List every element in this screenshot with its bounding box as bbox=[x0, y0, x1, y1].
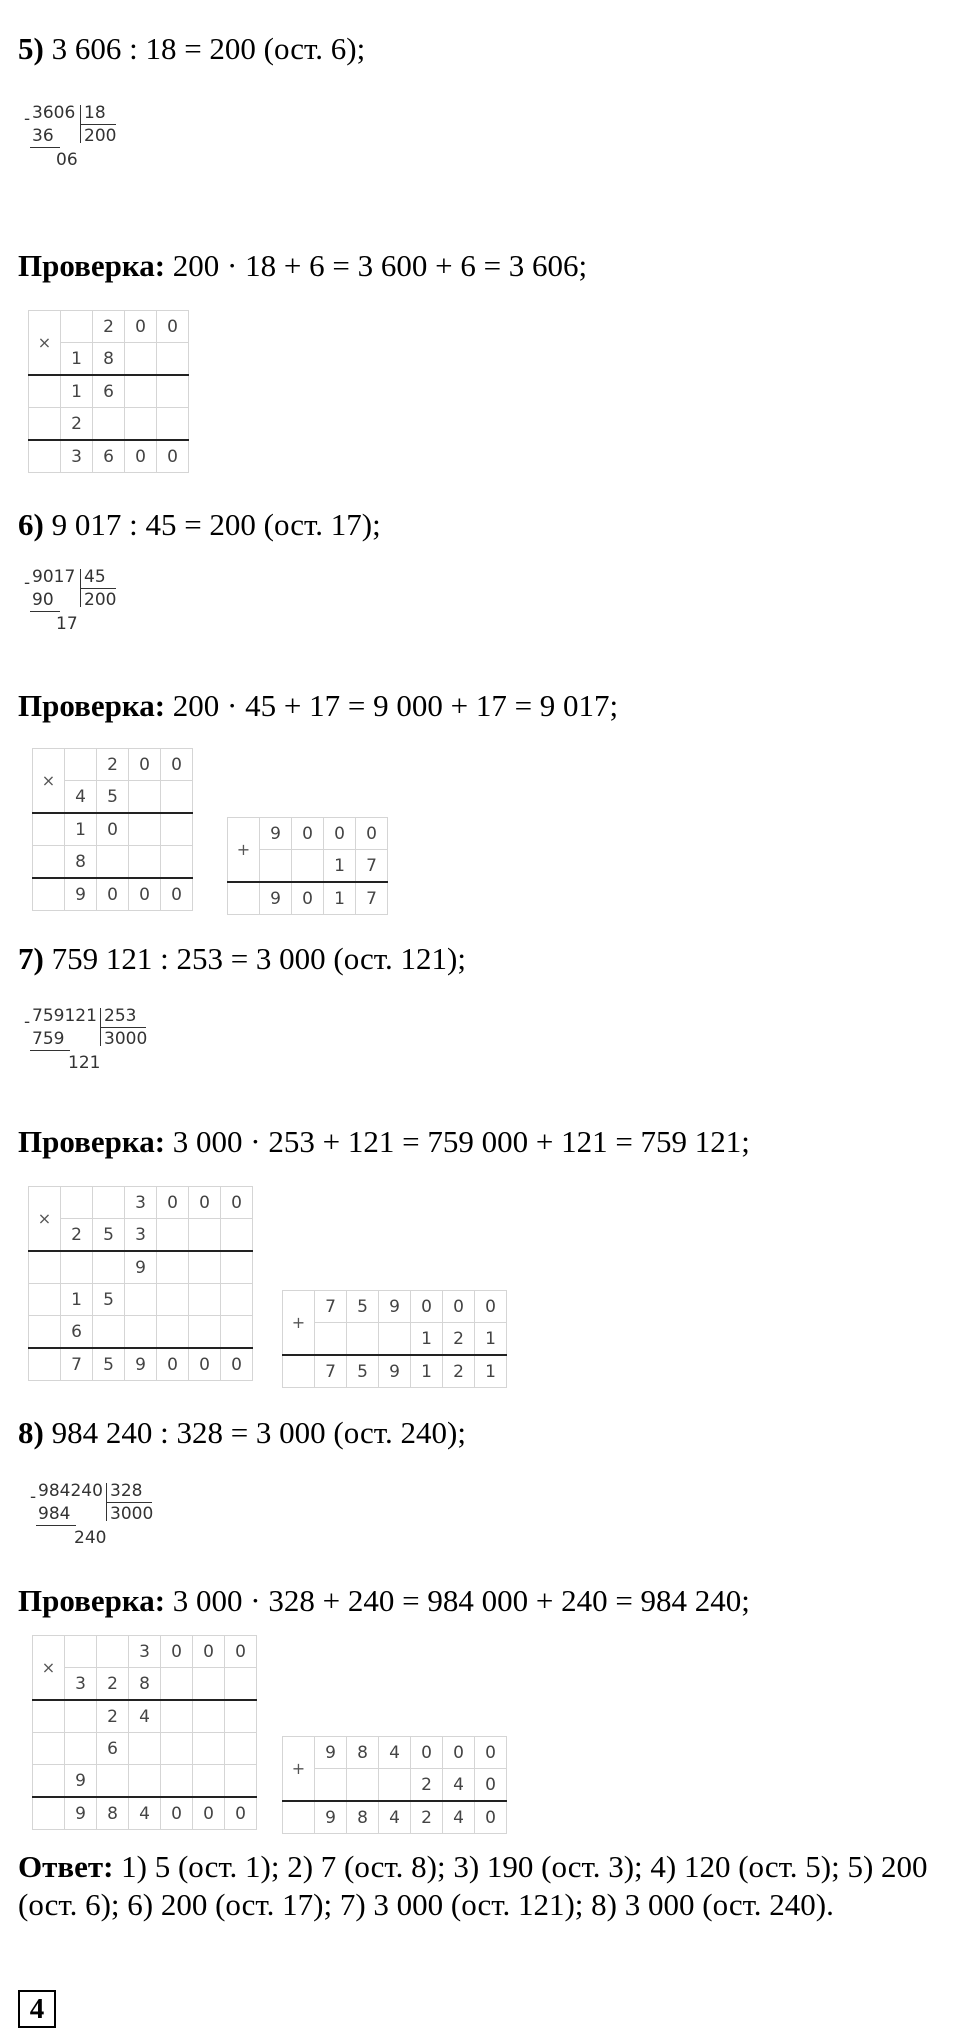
grid-cell bbox=[125, 343, 157, 376]
grid-cell bbox=[221, 1251, 253, 1284]
ld-dividend: 9017 bbox=[32, 567, 76, 587]
grid-row bbox=[283, 1323, 507, 1356]
grid-cell: 7 bbox=[315, 1355, 347, 1388]
grid-cell: 0 bbox=[129, 749, 161, 781]
grid-cell: 0 bbox=[292, 882, 324, 915]
grid-cell: 2 bbox=[97, 1700, 129, 1733]
grid-cell: 2 bbox=[443, 1355, 475, 1388]
grid-cell: 0 bbox=[125, 311, 157, 343]
grid-cell: 9 bbox=[315, 1801, 347, 1834]
grid-cell: 2 bbox=[93, 311, 125, 343]
grid-cell bbox=[29, 1348, 61, 1381]
grid-cell: 9 bbox=[65, 1765, 97, 1798]
grid-cell bbox=[97, 1765, 129, 1798]
grid-cell: 0 bbox=[221, 1348, 253, 1381]
grid-cell bbox=[61, 311, 93, 343]
grid-row bbox=[228, 818, 388, 850]
ld-sub-bar bbox=[36, 1525, 76, 1526]
plus-sign: + bbox=[283, 1737, 315, 1802]
grid-cell: 1 bbox=[61, 343, 93, 376]
grid-cell: 6 bbox=[93, 440, 125, 473]
ld-remainder: 17 bbox=[56, 614, 78, 634]
ld-minus: - bbox=[24, 109, 31, 129]
grid-cell: 8 bbox=[97, 1797, 129, 1830]
multiply-sign: × bbox=[29, 1187, 61, 1252]
grid-cell bbox=[189, 1284, 221, 1316]
grid-row bbox=[283, 1291, 507, 1323]
addition-grid-7 bbox=[282, 1290, 507, 1388]
grid-cell: 2 bbox=[61, 1219, 93, 1252]
grid-cell bbox=[221, 1219, 253, 1252]
ld-remainder: 06 bbox=[56, 150, 78, 170]
grid-cell bbox=[65, 749, 97, 781]
grid-row bbox=[29, 1251, 253, 1284]
grid-cell bbox=[33, 1733, 65, 1765]
grid-cell: 0 bbox=[193, 1797, 225, 1830]
grid-cell: 1 bbox=[411, 1355, 443, 1388]
grid-row bbox=[33, 1636, 257, 1668]
grid-cell: 0 bbox=[475, 1737, 507, 1769]
grid-cell bbox=[221, 1284, 253, 1316]
grid-cell: 0 bbox=[475, 1291, 507, 1323]
ld-quotient: 200 bbox=[84, 126, 117, 146]
grid-cell bbox=[29, 408, 61, 441]
grid-cell bbox=[225, 1765, 257, 1798]
grid-cell bbox=[315, 1769, 347, 1802]
grid-cell bbox=[283, 1801, 315, 1834]
grid-cell: 5 bbox=[97, 781, 129, 814]
grid-cell: 2 bbox=[411, 1769, 443, 1802]
grid-cell: 4 bbox=[443, 1769, 475, 1802]
grid-row bbox=[33, 813, 193, 846]
grid-cell bbox=[161, 1700, 193, 1733]
grid-cell: 0 bbox=[356, 818, 388, 850]
ld-dividend: 984240 bbox=[38, 1481, 103, 1501]
grid-cell: 2 bbox=[97, 1668, 129, 1701]
check-expression: 200 · 18 + 6 = 3 600 + 6 = 3 606; bbox=[165, 248, 588, 283]
grid-cell: 0 bbox=[97, 878, 129, 911]
grid-cell bbox=[125, 1284, 157, 1316]
grid-cell: 0 bbox=[157, 311, 189, 343]
grid-cell: 9 bbox=[379, 1291, 411, 1323]
grid-cell: 4 bbox=[379, 1737, 411, 1769]
grid-cell: 4 bbox=[129, 1700, 161, 1733]
grid-cell bbox=[347, 1769, 379, 1802]
grid-cell: 6 bbox=[97, 1733, 129, 1765]
ld-subtrahend: 984 bbox=[38, 1504, 71, 1524]
exercise-number-box: 4 bbox=[18, 1990, 56, 2028]
grid-cell bbox=[93, 1187, 125, 1219]
grid-cell: 0 bbox=[189, 1187, 221, 1219]
grid-cell bbox=[29, 1284, 61, 1316]
ld-divisor-bar bbox=[80, 588, 116, 589]
grid-cell bbox=[315, 1323, 347, 1356]
grid-cell bbox=[193, 1733, 225, 1765]
grid-row bbox=[33, 749, 193, 781]
grid-row bbox=[29, 1187, 253, 1219]
multiplication-grid-5 bbox=[28, 310, 189, 473]
grid-cell: 0 bbox=[189, 1348, 221, 1381]
grid-cell: 9 bbox=[65, 1797, 97, 1830]
ld-divisor-bar bbox=[100, 1027, 146, 1028]
grid-row bbox=[283, 1737, 507, 1769]
addition-grid-6 bbox=[227, 817, 388, 915]
grid-cell: 0 bbox=[161, 1636, 193, 1668]
grid-cell: 9 bbox=[65, 878, 97, 911]
grid-row bbox=[29, 408, 189, 441]
grid-cell: 3 bbox=[65, 1668, 97, 1701]
grid-cell bbox=[157, 1219, 189, 1252]
grid-cell: 4 bbox=[443, 1801, 475, 1834]
problem-equation: 759 121 : 253 = 3 000 (ост. 121); bbox=[43, 941, 466, 976]
grid-cell bbox=[228, 882, 260, 915]
problem-6-statement bbox=[18, 506, 381, 544]
grid-cell: 0 bbox=[443, 1737, 475, 1769]
ld-minus: - bbox=[24, 1012, 31, 1032]
grid-cell bbox=[161, 846, 193, 879]
grid-cell: 0 bbox=[125, 440, 157, 473]
grid-cell bbox=[157, 343, 189, 376]
grid-cell bbox=[93, 1316, 125, 1349]
grid-cell: 1 bbox=[61, 375, 93, 408]
check-label: Проверка: bbox=[18, 1583, 166, 1618]
grid-cell: 7 bbox=[61, 1348, 93, 1381]
problem-7-statement bbox=[18, 940, 466, 978]
grid-cell: 1 bbox=[475, 1323, 507, 1356]
grid-cell: 3 bbox=[129, 1636, 161, 1668]
grid-cell: 0 bbox=[97, 813, 129, 846]
ld-subtrahend: 759 bbox=[32, 1029, 65, 1049]
grid-cell: 0 bbox=[161, 878, 193, 911]
grid-cell bbox=[225, 1668, 257, 1701]
grid-row bbox=[29, 375, 189, 408]
grid-cell bbox=[379, 1769, 411, 1802]
grid-cell bbox=[157, 1284, 189, 1316]
answer-text: 1) 5 (ост. 1); 2) 7 (ост. 8); 3) 190 (ост. 3); 4) 120 (ост. 5); 5) 200 (ост. 6); 6) 200 (ост. 17); 7) 3 000 (ост. 121); 8) 3 000 (ост. 240). bbox=[18, 1849, 928, 1922]
grid-cell bbox=[61, 1187, 93, 1219]
grid-cell bbox=[260, 850, 292, 883]
grid-cell bbox=[97, 1636, 129, 1668]
grid-cell bbox=[129, 781, 161, 814]
grid-cell bbox=[225, 1700, 257, 1733]
grid-cell bbox=[29, 1251, 61, 1284]
grid-cell bbox=[193, 1668, 225, 1701]
grid-cell: 1 bbox=[324, 850, 356, 883]
grid-cell: 9 bbox=[260, 818, 292, 850]
grid-cell: 0 bbox=[475, 1801, 507, 1834]
grid-cell: 1 bbox=[324, 882, 356, 915]
grid-cell: 4 bbox=[129, 1797, 161, 1830]
check-label: Проверка: bbox=[18, 248, 166, 283]
grid-cell: 5 bbox=[93, 1348, 125, 1381]
grid-cell bbox=[93, 1251, 125, 1284]
grid-cell: 2 bbox=[97, 749, 129, 781]
grid-row bbox=[33, 1668, 257, 1701]
grid-cell bbox=[225, 1733, 257, 1765]
grid-cell: 0 bbox=[324, 818, 356, 850]
grid-cell bbox=[157, 408, 189, 441]
grid-cell: 4 bbox=[379, 1801, 411, 1834]
grid-cell: 8 bbox=[93, 343, 125, 376]
grid-cell: 0 bbox=[225, 1636, 257, 1668]
grid-cell: 8 bbox=[347, 1801, 379, 1834]
ld-minus: - bbox=[30, 1487, 37, 1507]
grid-cell bbox=[347, 1323, 379, 1356]
grid-cell bbox=[65, 1700, 97, 1733]
grid-cell bbox=[193, 1700, 225, 1733]
grid-cell: 9 bbox=[379, 1355, 411, 1388]
multiplication-grid-8 bbox=[32, 1635, 257, 1830]
grid-cell bbox=[193, 1765, 225, 1798]
check-label: Проверка: bbox=[18, 688, 166, 723]
grid-cell: 0 bbox=[475, 1769, 507, 1802]
check-label: Проверка: bbox=[18, 1124, 166, 1159]
ld-divisor-bar bbox=[106, 1502, 152, 1503]
grid-cell: 3 bbox=[125, 1187, 157, 1219]
problem-equation: 9 017 : 45 = 200 (ост. 17); bbox=[43, 507, 381, 542]
grid-cell: 9 bbox=[125, 1251, 157, 1284]
multiply-sign: × bbox=[33, 749, 65, 814]
problem-number: 8) bbox=[18, 1415, 44, 1450]
grid-cell: 5 bbox=[93, 1284, 125, 1316]
grid-cell bbox=[33, 878, 65, 911]
grid-row bbox=[29, 311, 189, 343]
grid-cell: 7 bbox=[356, 850, 388, 883]
multiplication-grid-7 bbox=[28, 1186, 253, 1381]
grid-cell bbox=[221, 1316, 253, 1349]
check-5 bbox=[18, 247, 587, 285]
grid-cell bbox=[29, 1316, 61, 1349]
grid-cell: 5 bbox=[347, 1291, 379, 1323]
grid-cell bbox=[93, 408, 125, 441]
check-expression: 3 000 · 253 + 121 = 759 000 + 121 = 759 121; bbox=[165, 1124, 750, 1159]
grid-cell: 0 bbox=[129, 878, 161, 911]
ld-divisor: 45 bbox=[84, 567, 106, 587]
addition-grid-8 bbox=[282, 1736, 507, 1834]
grid-cell: 8 bbox=[129, 1668, 161, 1701]
grid-cell: 0 bbox=[161, 1797, 193, 1830]
grid-cell bbox=[189, 1316, 221, 1349]
plus-sign: + bbox=[228, 818, 260, 883]
grid-cell: 7 bbox=[356, 882, 388, 915]
grid-row bbox=[228, 882, 388, 915]
grid-cell: 0 bbox=[225, 1797, 257, 1830]
grid-row bbox=[283, 1355, 507, 1388]
grid-cell bbox=[65, 1733, 97, 1765]
grid-cell: 0 bbox=[157, 1348, 189, 1381]
grid-cell: 9 bbox=[260, 882, 292, 915]
grid-row bbox=[33, 846, 193, 879]
grid-cell bbox=[61, 1251, 93, 1284]
grid-cell: 8 bbox=[65, 846, 97, 879]
grid-cell: 1 bbox=[61, 1284, 93, 1316]
grid-cell bbox=[161, 813, 193, 846]
grid-row bbox=[283, 1801, 507, 1834]
ld-quotient: 200 bbox=[84, 590, 117, 610]
grid-cell bbox=[125, 1316, 157, 1349]
grid-row bbox=[33, 1733, 257, 1765]
multiply-sign: × bbox=[29, 311, 61, 376]
grid-cell bbox=[189, 1219, 221, 1252]
grid-cell: 0 bbox=[292, 818, 324, 850]
grid-cell: 0 bbox=[157, 1187, 189, 1219]
grid-cell bbox=[33, 1700, 65, 1733]
problem-equation: 984 240 : 328 = 3 000 (ост. 240); bbox=[43, 1415, 466, 1450]
check-expression: 3 000 · 328 + 240 = 984 000 + 240 = 984 240; bbox=[165, 1583, 750, 1618]
problem-number: 5) bbox=[18, 31, 44, 66]
ld-sub-bar bbox=[30, 1050, 70, 1051]
grid-cell: 0 bbox=[411, 1737, 443, 1769]
check-7 bbox=[18, 1123, 750, 1161]
grid-cell bbox=[129, 1765, 161, 1798]
ld-sub-bar bbox=[30, 611, 60, 612]
grid-cell bbox=[161, 1765, 193, 1798]
grid-cell: 4 bbox=[65, 781, 97, 814]
grid-cell: 3 bbox=[61, 440, 93, 473]
grid-cell: 5 bbox=[93, 1219, 125, 1252]
check-6 bbox=[18, 687, 618, 725]
grid-cell bbox=[283, 1355, 315, 1388]
problem-8-statement bbox=[18, 1414, 466, 1452]
grid-cell: 2 bbox=[411, 1801, 443, 1834]
grid-cell: 1 bbox=[411, 1323, 443, 1356]
grid-cell bbox=[129, 846, 161, 879]
grid-cell bbox=[292, 850, 324, 883]
grid-cell: 1 bbox=[65, 813, 97, 846]
grid-cell bbox=[125, 375, 157, 408]
grid-cell: 9 bbox=[315, 1737, 347, 1769]
problem-number: 6) bbox=[18, 507, 44, 542]
ld-quotient: 3000 bbox=[110, 1504, 154, 1524]
grid-cell bbox=[97, 846, 129, 879]
ld-sub-bar bbox=[30, 147, 60, 148]
grid-cell bbox=[161, 1733, 193, 1765]
ld-remainder: 121 bbox=[68, 1053, 101, 1073]
grid-cell bbox=[29, 440, 61, 473]
ld-quotient: 3000 bbox=[104, 1029, 148, 1049]
answer-paragraph bbox=[18, 1848, 948, 1924]
grid-cell bbox=[33, 1765, 65, 1798]
check-expression: 200 · 45 + 17 = 9 000 + 17 = 9 017; bbox=[165, 688, 619, 723]
grid-cell: 1 bbox=[475, 1355, 507, 1388]
grid-row bbox=[33, 1700, 257, 1733]
grid-row bbox=[29, 1316, 253, 1349]
grid-cell: 8 bbox=[347, 1737, 379, 1769]
grid-row bbox=[29, 440, 189, 473]
grid-cell: 0 bbox=[157, 440, 189, 473]
grid-cell: 0 bbox=[443, 1291, 475, 1323]
grid-cell bbox=[65, 1636, 97, 1668]
grid-cell bbox=[129, 1733, 161, 1765]
grid-cell: 5 bbox=[347, 1355, 379, 1388]
grid-cell bbox=[189, 1251, 221, 1284]
grid-row bbox=[29, 1348, 253, 1381]
grid-cell bbox=[157, 1316, 189, 1349]
grid-cell: 6 bbox=[61, 1316, 93, 1349]
grid-cell bbox=[125, 408, 157, 441]
grid-cell bbox=[157, 375, 189, 408]
ld-dividend: 759121 bbox=[32, 1006, 97, 1026]
grid-cell bbox=[161, 781, 193, 814]
grid-cell bbox=[33, 813, 65, 846]
grid-cell: 2 bbox=[443, 1323, 475, 1356]
grid-row bbox=[29, 1219, 253, 1252]
grid-row bbox=[283, 1769, 507, 1802]
grid-cell bbox=[379, 1323, 411, 1356]
grid-cell bbox=[129, 813, 161, 846]
grid-cell: 0 bbox=[221, 1187, 253, 1219]
grid-cell bbox=[33, 846, 65, 879]
grid-row bbox=[33, 1797, 257, 1830]
plus-sign: + bbox=[283, 1291, 315, 1356]
multiplication-grid-6 bbox=[32, 748, 193, 911]
ld-divisor: 253 bbox=[104, 1006, 137, 1026]
problem-equation: 3 606 : 18 = 200 (ост. 6); bbox=[43, 31, 366, 66]
ld-subtrahend: 90 bbox=[32, 590, 54, 610]
grid-cell: 0 bbox=[161, 749, 193, 781]
ld-divisor: 328 bbox=[110, 1481, 143, 1501]
ld-remainder: 240 bbox=[74, 1528, 107, 1548]
grid-row bbox=[33, 878, 193, 911]
ld-dividend: 3606 bbox=[32, 103, 76, 123]
ld-subtrahend: 36 bbox=[32, 126, 54, 146]
grid-cell: 6 bbox=[93, 375, 125, 408]
ld-divisor-bar bbox=[80, 124, 116, 125]
problem-5-statement bbox=[18, 30, 365, 68]
grid-cell bbox=[157, 1251, 189, 1284]
multiply-sign: × bbox=[33, 1636, 65, 1701]
ld-minus: - bbox=[24, 573, 31, 593]
grid-cell: 7 bbox=[315, 1291, 347, 1323]
problem-number: 7) bbox=[18, 941, 44, 976]
grid-cell: 2 bbox=[61, 408, 93, 441]
grid-cell: 0 bbox=[193, 1636, 225, 1668]
ld-divisor: 18 bbox=[84, 103, 106, 123]
answer-label: Ответ: bbox=[18, 1849, 114, 1884]
grid-cell bbox=[161, 1668, 193, 1701]
grid-cell bbox=[29, 375, 61, 408]
grid-cell: 0 bbox=[411, 1291, 443, 1323]
check-8 bbox=[18, 1582, 750, 1620]
grid-row bbox=[29, 1284, 253, 1316]
grid-cell: 9 bbox=[125, 1348, 157, 1381]
grid-row bbox=[33, 1765, 257, 1798]
grid-cell bbox=[33, 1797, 65, 1830]
grid-cell: 3 bbox=[125, 1219, 157, 1252]
